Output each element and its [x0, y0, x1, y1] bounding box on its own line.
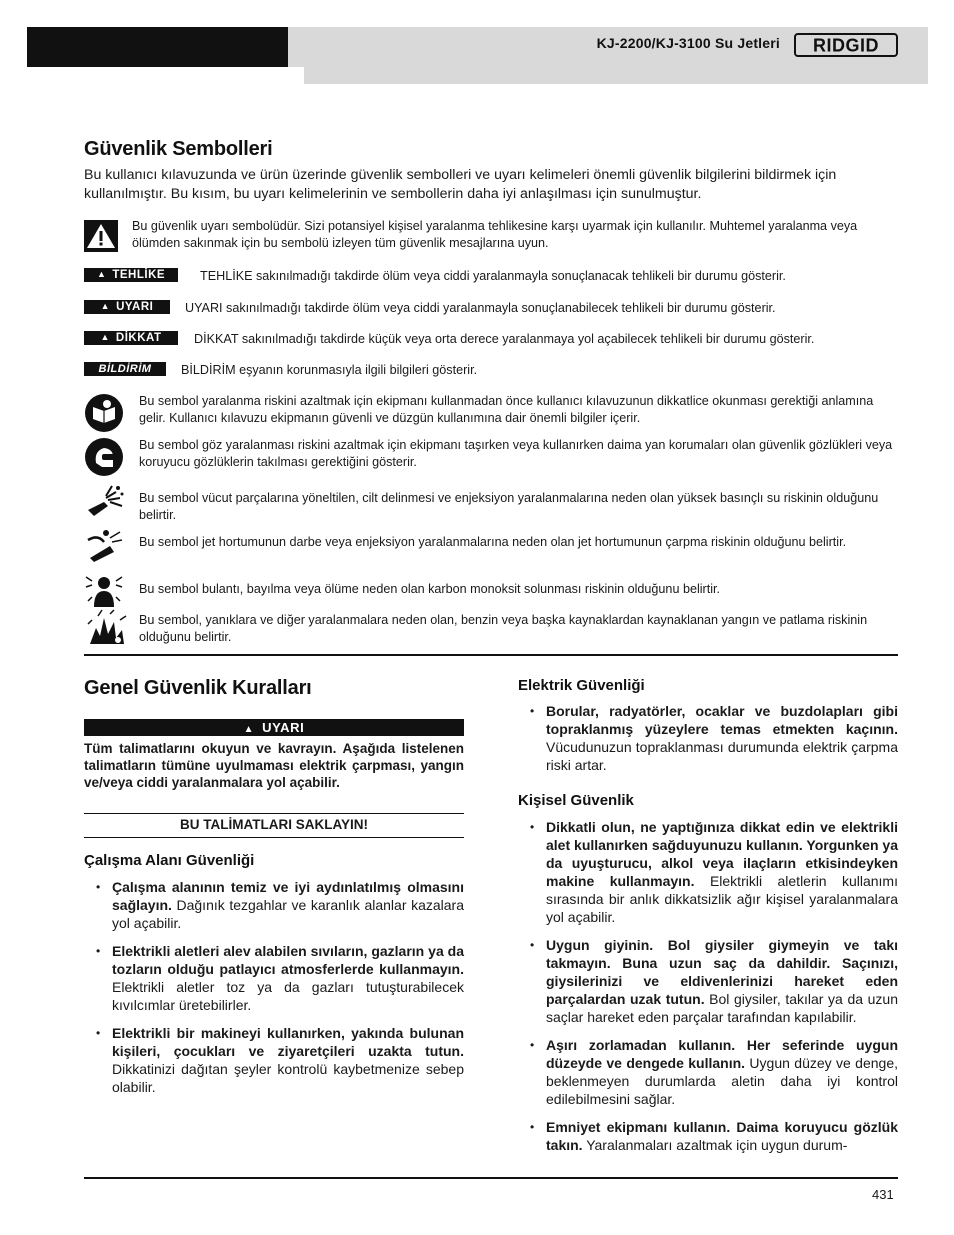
header-black-bar — [27, 27, 292, 67]
symbol-row-eye-protection — [84, 437, 900, 475]
alert-symbol-text: Bu güvenlik uyarı sembolüdür. Sizi potansiyel kişisel yaralanma tehlikesine karşı uyarmak için kullanılır. Muhtemel yaralanma veya ölümden sakınmak için bu sembolü izleyen tüm güvenlik mesajlarına uyun. — [132, 219, 858, 250]
symbol-text: Bu sembol bulantı, bayılma veya ölüme neden olan karbon monoksit solunması riskinin olduğunu belirtir. — [139, 582, 721, 596]
electrical-list — [518, 702, 898, 784]
warning-triangle-icon: ▲ — [96, 269, 107, 279]
warning-bar: ▲ UYARI — [84, 719, 464, 736]
injection-hazard-icon — [84, 482, 126, 518]
danger-signal-label: ▲ TEHLİKE — [84, 268, 178, 282]
symbol-row-injection — [84, 490, 900, 526]
header-title: KJ-2200/KJ-3100 Su Jetleri — [596, 35, 780, 51]
fire-explosion-icon — [84, 608, 128, 648]
alert-symbol-row — [84, 218, 900, 254]
notice-signal-label: BİLDİRİM — [84, 362, 166, 376]
list-item: • Elektrikli bir makineyi kullanırken, yakında bulunan kişileri, çocukları ve ziyaretçileri uzakta tutun. Dikkatinizi dağıtan şeyler kontrolü kaybetmenize sebep olabilir. — [84, 1024, 464, 1096]
svg-text:RIDGID: RIDGID — [813, 35, 879, 56]
list-item: • Emniyet ekipmanı kullanın. Daima koruyucu gözlük takın. Yaralanmaları azaltmak için uygun durum- — [518, 1118, 898, 1154]
symbol-text: Bu sembol vücut parçalarına yöneltilen, cilt delinmesi ve enjeksiyon yaralanmalarına neden olan yüksek basınçlı su riskinin olduğunu belirtir. — [139, 491, 879, 522]
warning-triangle-icon: ▲ — [100, 332, 110, 342]
symbol-row-carbon-monoxide — [84, 581, 900, 607]
read-manual-icon — [84, 393, 124, 433]
ridgid-logo — [794, 33, 898, 57]
list-item: • Uygun giyinin. Bol giysiler giymeyin ve takı takmayın. Buna uzun saç da dahildir. Saçınızı, giysilerinizi ve eldivenlerinizi hareket eden parçalardan uzak tutun. Bol giysiler, takılar ya da uzun saçlar hareket eden parçalar tarafından kapılabilir. — [518, 936, 898, 1026]
list-item: • Çalışma alanının temiz ve iyi aydınlatılmış olmasını sağlayın. Dağınık tezgahlar ve karanlık alanlar kazalara yol açabilir. — [84, 878, 464, 932]
warning-triangle-icon: ▲ — [243, 724, 255, 735]
carbon-monoxide-icon — [84, 573, 124, 609]
work-area-heading: Çalışma Alanı Güvenliği — [84, 852, 255, 869]
signal-text: DİKKAT sakınılmadığı takdirde küçük veya orta derece yaralanmaya yol açabilecek tehlikeli bir durumu gösterir. — [194, 332, 815, 346]
warning-signal-label: ▲ UYARI — [84, 300, 170, 314]
warning-text: Tüm talimatlarını okuyun ve kavrayın. Aşağıda listelenen talimatların tümüne uyulmaması elektrik çarpması, yangın ve/veya ciddi yaralanmalara yol açabilir. — [84, 741, 464, 790]
page-number: 431 — [872, 1187, 894, 1202]
signal-text: BİLDİRİM eşyanın korunmasıyla ilgili bilgileri gösterir. — [181, 363, 478, 377]
footer-divider — [84, 1177, 898, 1179]
hose-whip-icon — [84, 528, 124, 564]
warning-triangle-icon — [84, 220, 118, 252]
caution-signal-label: ▲ DİKKAT — [84, 331, 178, 345]
eye-protection-icon — [84, 437, 124, 477]
safety-symbols-intro: Bu kullanıcı kılavuzunda ve ürün üzerinde güvenlik sembolleri ve uyarı kelimeleri önemli güvenlik bilgilerini bildirmek için kullanılmıştır. Bu kısım, bu uyarı kelimelerinin ve sembollerin daha iyi anlaşılması için sunulmuştur. — [84, 167, 837, 202]
personal-heading: Kişisel Güvenlik — [518, 792, 634, 809]
header-tab — [288, 67, 928, 84]
list-item: • Elektrikli aletleri alev alabilen sıvıların, gazların ya da tozların olduğu patlayıcı atmosferlerde kullanmayın. Elektrikli aletler toz ya da gazları tutuşturabilecek kıvılcımlar üretebilirler. — [84, 942, 464, 1014]
safety-symbols-heading: Güvenlik Sembolleri — [84, 138, 273, 160]
symbol-row-hose-whip — [84, 534, 900, 570]
signal-row-notice — [84, 362, 900, 378]
symbol-text: Bu sembol göz yaralanması riskini azaltmak için ekipmanı taşırken veya kullanırken daima yan korumaları olan güvenlik gözlükleri veya koruyucu gözlüklerin takılması gerektiğini gösterir. — [139, 438, 893, 469]
symbol-text: Bu sembol, yanıklara ve diğer yaralanmalara neden olan, benzin veya başka kaynaklardan kaynaklanan yangın ve patlama riskinin olduğunu belirtir. — [139, 613, 868, 644]
symbol-row-fire-explosion — [84, 612, 900, 648]
signal-text: TEHLİKE sakınılmadığı takdirde ölüm veya ciddi yaralanmayla sonuçlanacak tehlikeli bir durumu gösterir. — [200, 269, 786, 283]
symbol-text: Bu sembol yaralanma riskini azaltmak için ekipmanı kullanmadan önce kullanıcı kılavuzunun dikkatlice okunması gerektiği anlamına gelir. Kullanıcı kılavuzu ekipmanın güvenli ve düzgün kullanımına dair önemli bilgiler içerir. — [139, 394, 874, 425]
signal-text: UYARI sakınılmadığı takdirde ölüm veya ciddi yaralanmayla sonuçlanabilecek tehlikeli bir durumu gösterir. — [185, 301, 776, 315]
list-item: • Aşırı zorlamadan kullanın. Her seferinde uygun düzeyde ve dengede kullanın. Uygun düzey ve denge, beklenmeyen durumlarda aletin daha iyi kontrol edilebilmesini sağlar. — [518, 1036, 898, 1108]
signal-row-warning — [84, 300, 900, 316]
personal-list — [518, 818, 898, 1164]
signal-row-caution — [84, 331, 900, 347]
work-area-list — [84, 878, 464, 1106]
warning-triangle-icon: ▲ — [100, 301, 111, 311]
electrical-heading: Elektrik Güvenliği — [518, 677, 645, 694]
general-rules-heading: Genel Güvenlik Kuralları — [84, 677, 312, 699]
signal-row-danger — [84, 268, 900, 284]
section-divider — [84, 654, 898, 656]
symbol-row-read-manual — [84, 393, 900, 429]
save-instructions-bar: BU TALİMATLARI SAKLAYIN! — [84, 813, 464, 838]
list-item: • Borular, radyatörler, ocaklar ve buzdolapları gibi topraklanmış yüzeylere temas etmekten kaçının. Vücudunuzun topraklanması durumunda elektrik çarpma riski artar. — [518, 702, 898, 774]
list-item: • Dikkatli olun, ne yaptığınıza dikkat edin ve elektrikli alet kullanırken sağduyunuzu kullanın. Yorgunken ya da uyuşturucu, alkol veya ilaçların etkisindeyken makine kullanmayın. Elektrikli aletlerin kullanımı sırasında bir anlık dikkatsizlik ağır kişisel yaralanmalara yol açabilir. — [518, 818, 898, 926]
symbol-text: Bu sembol jet hortumunun darbe veya enjeksiyon yaralanmalarına neden olan jet hortumunun çarpma riskinin olduğunu belirtir. — [139, 535, 847, 549]
